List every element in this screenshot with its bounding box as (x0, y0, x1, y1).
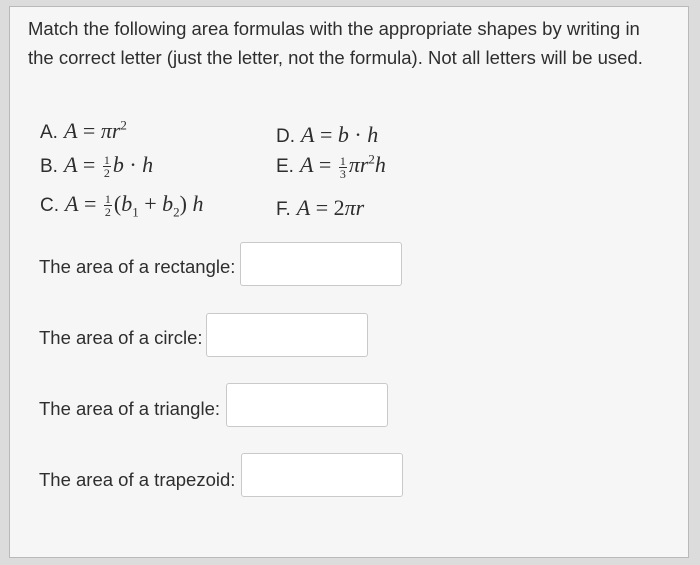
formula-d-letter: D. (276, 126, 295, 147)
circle-answer-input[interactable] (206, 313, 368, 357)
formula-a-math: $A = \pi r^2$ (63, 118, 127, 144)
formula-a (40, 118, 127, 144)
formula-c-math: A = $\frac{1}{2}$ $(b_1 + b_2)$ h (65, 191, 204, 220)
formula-e-math: A = $\frac{1}{3}$ $\pi r^2h$ (299, 152, 386, 181)
formula-c (40, 191, 203, 220)
triangle-question-label: The area of a triangle: (39, 398, 220, 419)
trapezoid-question-label: The area of a trapezoid: (39, 469, 236, 490)
formula-f-letter: F. (276, 199, 291, 220)
formula-e (276, 152, 386, 180)
formula-b-letter: B. (40, 156, 58, 177)
formula-a-letter: A. (40, 122, 58, 144)
formula-d-math: A = b · h (301, 122, 379, 147)
formula-d (276, 122, 378, 148)
trapezoid-answer-input[interactable] (241, 453, 403, 497)
formula-b (40, 152, 153, 179)
formula-f (276, 195, 364, 221)
circle-question-label: The area of a circle: (39, 327, 203, 348)
rectangle-answer-input[interactable] (240, 242, 402, 286)
formula-c-letter: C. (40, 195, 59, 216)
instructions-text: Match the following area formulas with the appropriate shapes by writing in the correct letter (just the letter, not the formula). Not all letters will be used. (28, 18, 643, 68)
formula-e-letter: E. (276, 156, 294, 178)
rectangle-question-label: The area of a rectangle: (39, 256, 236, 277)
formula-b-math: A = $\frac{1}{2}$ b · h (63, 152, 154, 181)
triangle-answer-input[interactable] (226, 383, 388, 427)
formula-f-math: A = 2πr (296, 195, 365, 220)
